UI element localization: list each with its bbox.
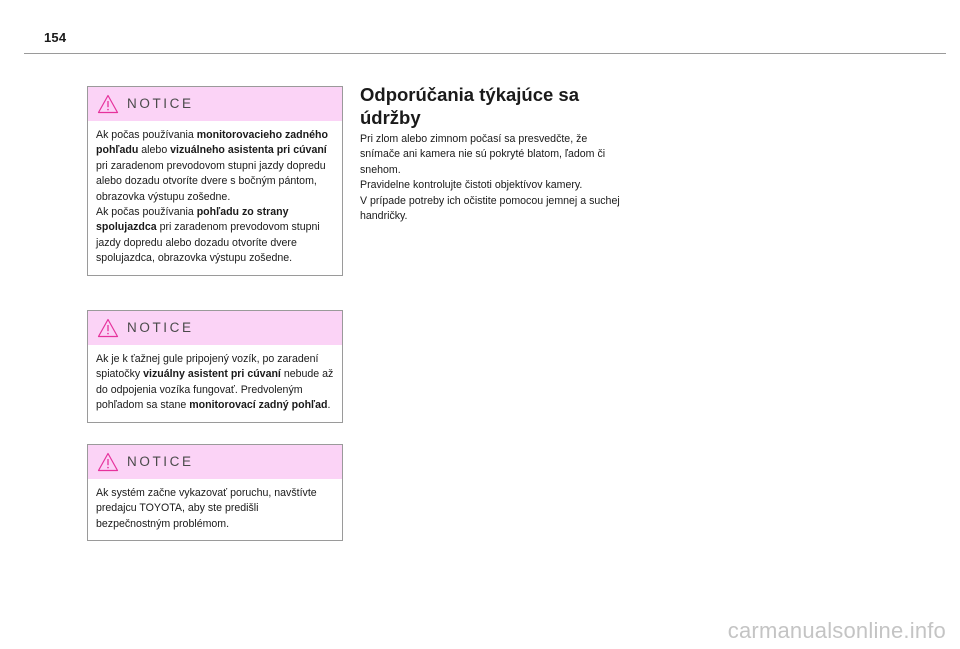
section-paragraph: Pri zlom alebo zimnom počasí sa presvedčte, že snímače ani kamera nie sú pokryté blatom, ľadom či snehom. [360,133,606,176]
notice-text [88,345,342,422]
body-text: . [327,399,331,412]
section-paragraph: V prípade potreby ich očistite pomocou jemnej a suchej handričky. [360,194,620,223]
notice-box [87,86,343,276]
notice-title: NOTICE [127,454,194,469]
emphasis-text: monitorovací zadný pohľad [189,399,328,412]
emphasis-text: pohľadu zo strany spolujazdca [96,206,289,234]
body-text: pri zaradenom prevodovom stupni jazdy dopredu alebo dozadu otvoríte dvere spolujazdca, obrazovka výstupu zošedne. [96,221,320,265]
body-text: Ak je k ťažnej gule pripojený vozík, po zaradení spiatočky [96,353,319,381]
emphasis-text: vizuálneho asistenta pri cúvaní [170,144,327,157]
notice-box [87,310,343,423]
body-text: nebude až do odpojenia vozíka fungovať. Predvoleným pohľadom sa stane [96,368,334,412]
body-text: Ak počas používania [96,129,197,141]
body-text: Ak systém začne vykazovať poruchu, navštívte predajcu TOYOTA, aby ste predišli bezpečnostným problémom. [96,487,317,530]
notice-box [87,444,343,541]
notice-header [88,445,342,479]
warning-triangle-icon [97,94,119,114]
section-text [360,132,630,224]
section-heading: Odporúčania týkajúce sa údržby [360,84,580,128]
notice-header [88,311,342,345]
notice-text [88,121,342,275]
body-text: alebo [138,144,171,157]
watermark: carmanualsonline.info [727,618,946,643]
notice-title: NOTICE [127,320,194,335]
body-text: pri zaradenom prevodovom stupni jazdy dopredu alebo dozadu otvoríte dvere s bočným pántom, obrazovka výstupu zošedne. [96,159,326,203]
section-paragraph: Pravidelne kontrolujte čistoti objektívov kamery. [360,179,583,192]
warning-triangle-icon [97,318,119,338]
warning-triangle-icon [97,452,119,472]
notice-text [88,479,342,540]
notice-title: NOTICE [127,96,194,111]
emphasis-text: vizuálny asistent pri cúvaní [143,368,281,381]
body-text: Ak počas používania [96,206,197,219]
notice-header [88,87,342,121]
page-number: 154 [44,30,67,45]
emphasis-text: monitorovacieho zadného pohľadu [96,129,328,157]
header-divider [24,53,946,54]
